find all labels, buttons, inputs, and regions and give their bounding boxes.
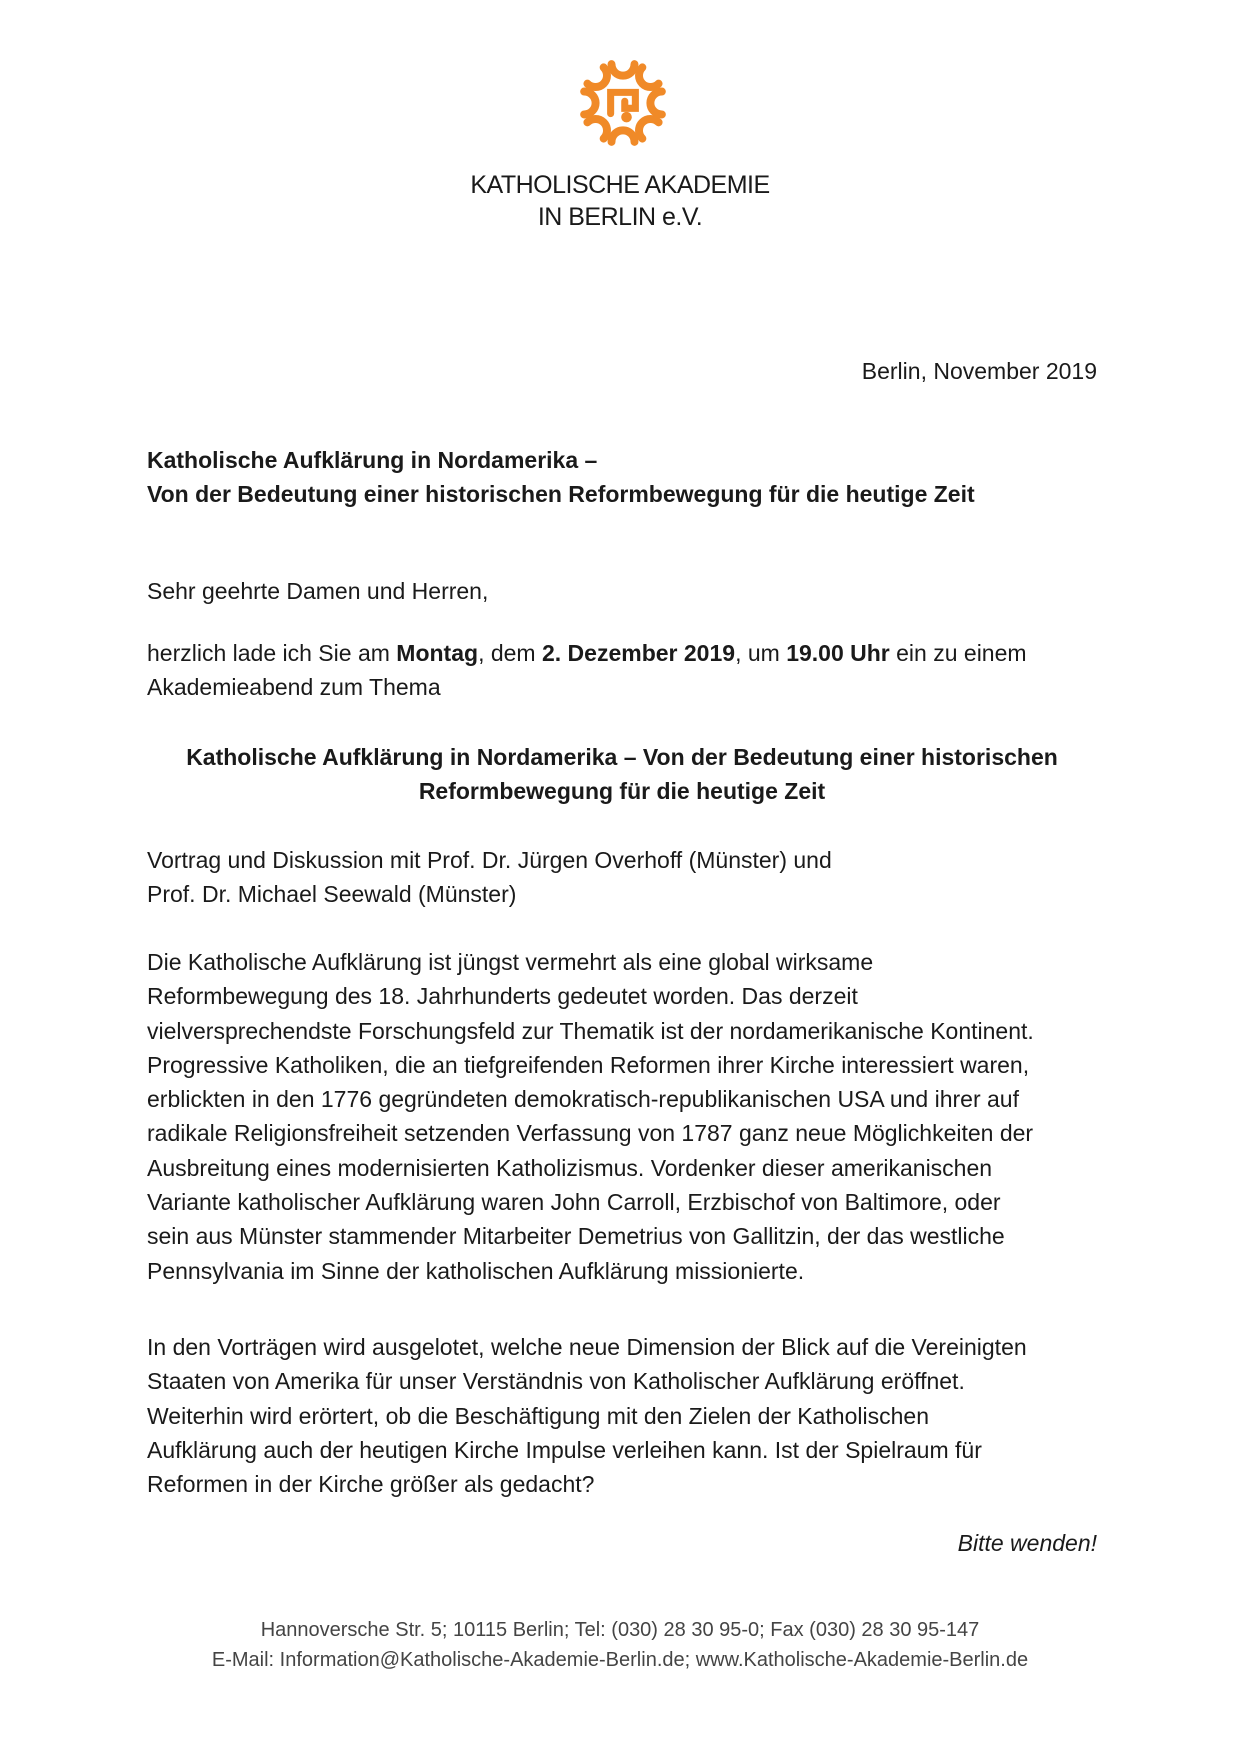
logo-center	[611, 92, 636, 113]
paragraph-line: Die Katholische Aufklärung ist jüngst vermehrt als eine global wirksame	[147, 949, 874, 975]
invite-part-4: ein zu einem Akademieabend zum Thema	[147, 640, 1027, 701]
subject-line-2: Von der Bedeutung einer historischen Reformbewegung für die heutige Zeit	[147, 481, 975, 507]
paragraph-line: Pennsylvania im Sinne der katholischen Aufklärung missionierte.	[147, 1257, 805, 1284]
logo-arc	[634, 67, 658, 91]
logo-arc	[612, 64, 635, 75]
paragraph-line: Reformen in der Kirche größer als gedacht?	[147, 1471, 595, 1498]
paragraph-line: erblickten in den 1776 gegründeten demokratisch-republikanischen USA und ihrer auf	[147, 1086, 1019, 1113]
paragraph-line: In den Vorträgen wird ausgelotet, welche neue Dimension der Blick auf die Vereinigten	[147, 1334, 1027, 1360]
logo-dot	[621, 112, 632, 123]
paragraph-line: Aufklärung auch der heutigen Kirche Impulse verleihen kann. Ist der Spielraum für	[147, 1436, 982, 1463]
paragraph-line: Variante katholischer Aufklärung waren John Carroll, Erzbischof von Baltimore, oder	[147, 1189, 1001, 1216]
letter-date: Berlin, November 2019	[861, 358, 1097, 384]
description-paragraph-2	[147, 1330, 1097, 1501]
logo-arc	[634, 114, 658, 138]
subject-line-1: Katholische Aufklärung in Nordamerika –	[147, 447, 598, 473]
paragraph-line: sein aus Münster stammender Mitarbeiter Demetrius von Gallitzin, der das westliche	[147, 1223, 1005, 1250]
invite-weekday: Montag	[396, 640, 479, 666]
event-title-line-1: Katholische Aufklärung in Nordamerika – Von der Bedeutung einer historischen	[186, 744, 1058, 770]
speakers-line-2: Prof. Dr. Michael Seewald (Münster)	[147, 881, 517, 908]
paragraph-line: Progressive Katholiken, die an tiefgreifenden Reformen ihrer Kirche interessiert waren,	[147, 1051, 1030, 1078]
organization-name-line1: KATHOLISCHE AKADEMIE	[470, 171, 770, 199]
paragraph-line: Ausbreitung eines modernisierten Katholizismus. Vordenker dieser amerikanischen	[147, 1154, 993, 1181]
invite-part-1: herzlich lade ich Sie am	[147, 640, 397, 666]
event-title	[147, 740, 1097, 808]
invite-part-3: , um	[735, 640, 787, 666]
logo-arc	[584, 92, 595, 115]
salutation: Sehr geehrte Damen und Herren,	[147, 578, 489, 604]
footer-address: Hannoversche Str. 5; 10115 Berlin; Tel: (030) 28 30 95-0; Fax (030) 28 30 95-147	[260, 1619, 980, 1641]
organization-name-line2: IN BERLIN e.V.	[537, 203, 703, 231]
speakers-line-1: Vortrag und Diskussion mit Prof. Dr. Jürgen Overhoff (Münster) und	[147, 847, 832, 873]
logo-arc	[587, 114, 611, 138]
invite-date: 2. Dezember 2019	[541, 640, 736, 666]
logo-arc	[612, 130, 635, 141]
turn-page-note: Bitte wenden!	[957, 1530, 1097, 1556]
letter-subject	[147, 443, 1107, 511]
speakers	[147, 843, 1097, 912]
logo-arc	[587, 67, 611, 91]
paragraph-line: vielversprechendste Forschungsfeld zur Thematik ist der nordamerikanische Kontinent.	[147, 1017, 1034, 1044]
paragraph-line: Staaten von Amerika für unser Verständnis von Katholischer Aufklärung eröffnet.	[147, 1368, 965, 1395]
paragraph-line: Reformbewegung des 18. Jahrhunderts gedeutet worden. Das derzeit	[147, 983, 858, 1010]
logo-arc	[650, 92, 661, 115]
invitation-text	[147, 636, 1097, 705]
description-paragraph-1	[147, 945, 1097, 1288]
paragraph-line: radikale Religionsfreiheit setzenden Verfassung von 1787 ganz neue Möglichkeiten der	[147, 1120, 1034, 1147]
invite-part-2: , dem	[478, 640, 542, 666]
catholic-academy-logo-icon	[570, 50, 676, 156]
invite-time: 19.00 Uhr	[786, 640, 890, 666]
paragraph-line: Weiterhin wird erörtert, ob die Beschäftigung mit den Zielen der Katholischen	[147, 1402, 929, 1429]
event-title-line-2: Reformbewegung für die heutige Zeit	[418, 778, 826, 804]
footer-contact: E-Mail: Information@Katholische-Akademie-Berlin.de; www.Katholische-Akademie-Berlin.de	[211, 1649, 1029, 1671]
